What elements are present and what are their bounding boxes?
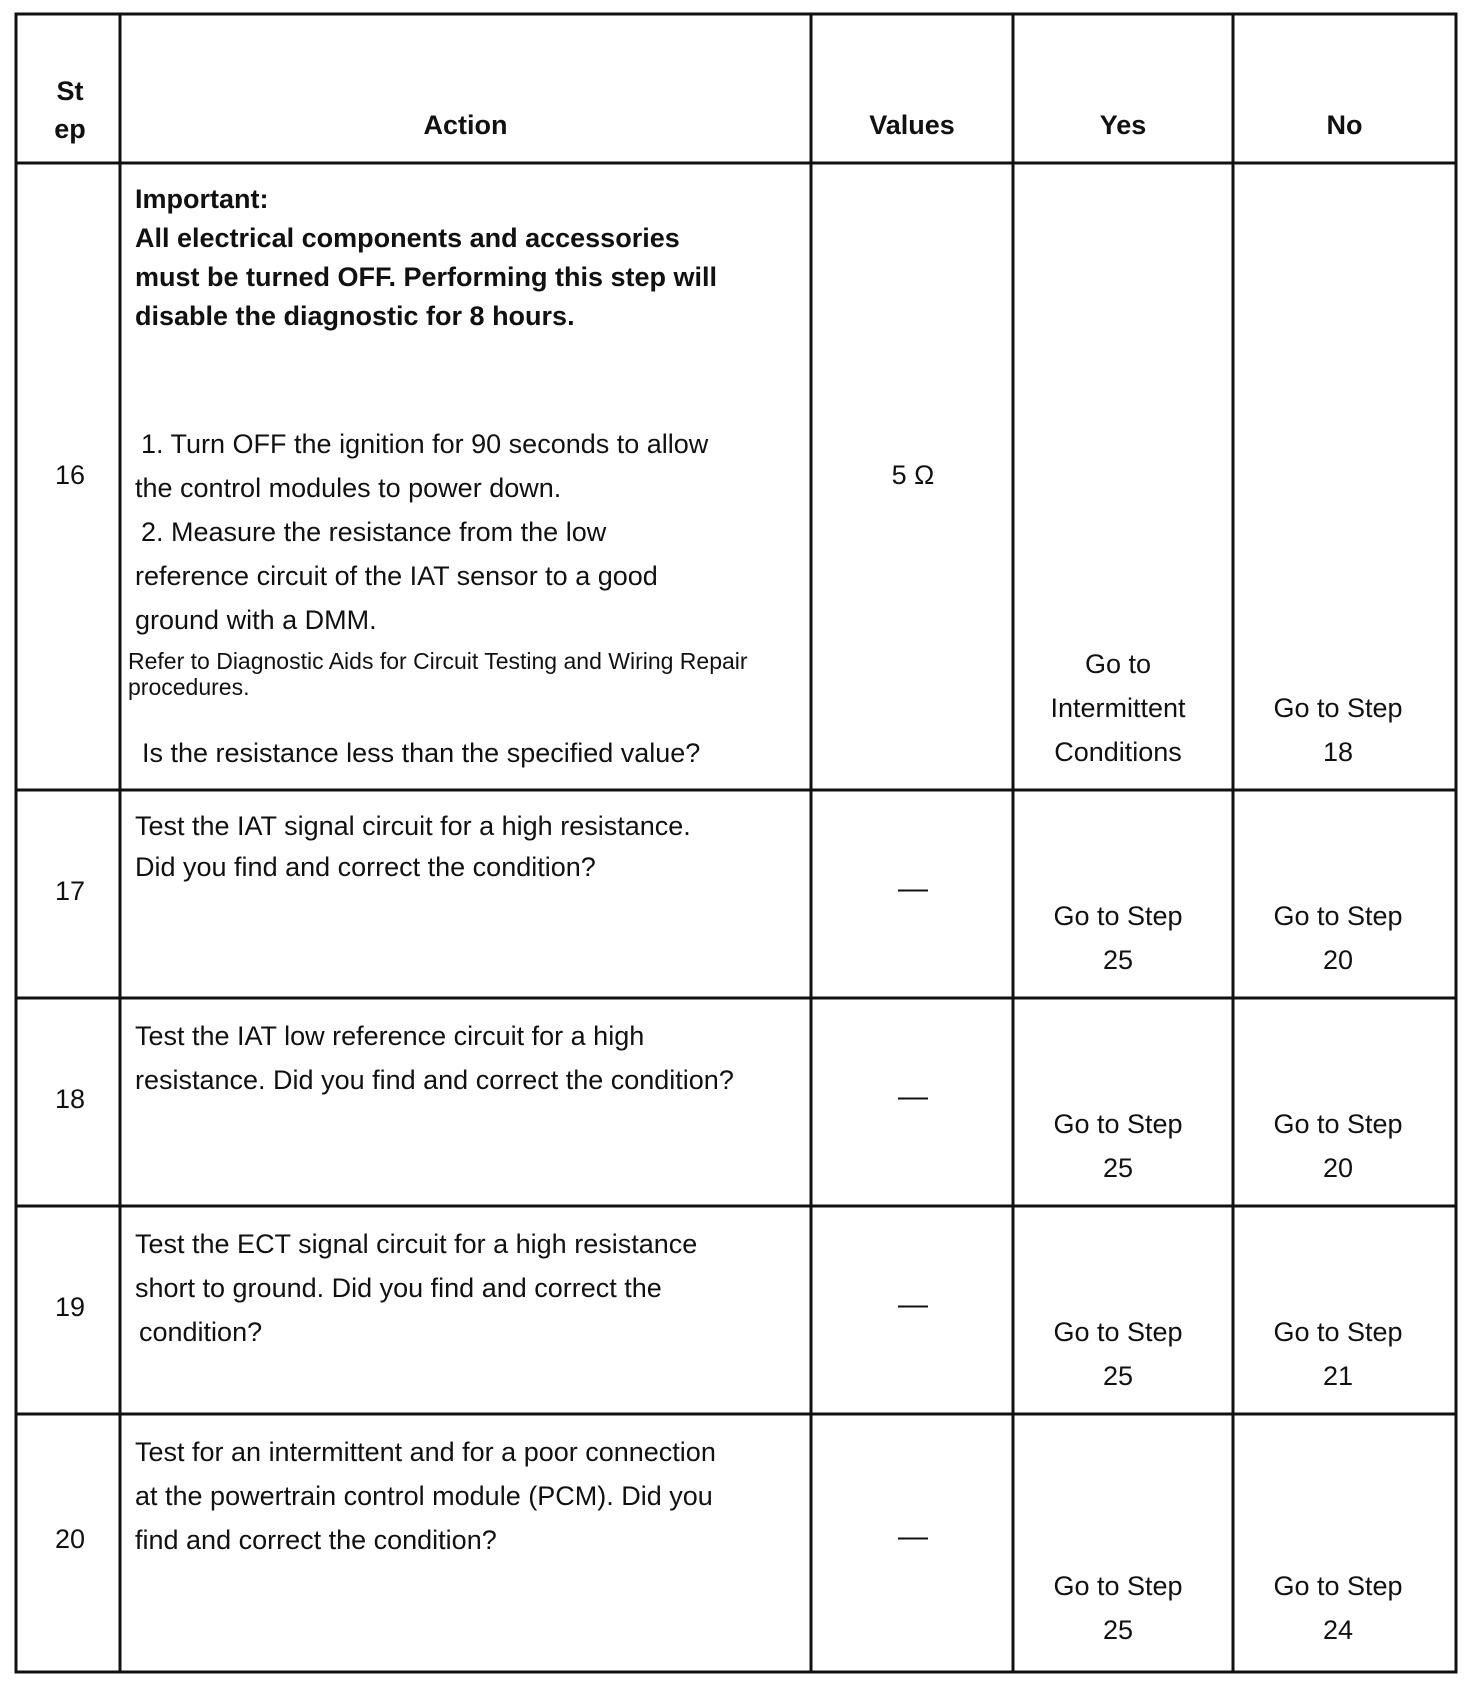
action-16-line-5: ground with a DMM.: [135, 605, 377, 635]
important-line-2: must be turned OFF. Performing this step will: [135, 262, 718, 292]
yes-17-line-1: Go to Step: [1053, 901, 1183, 931]
yes-18: [1018, 1102, 1218, 1190]
no-16-line-1: Go to Step: [1273, 693, 1403, 723]
action-16-steps: [135, 422, 805, 642]
value-19: —: [898, 1288, 928, 1321]
action-16-line-2: the control modules to power down.: [135, 473, 562, 503]
yes-18-line-2: 25: [1102, 1153, 1134, 1183]
action-18-line-2: resistance. Did you find and correct the condition?: [135, 1065, 734, 1095]
no-17: [1238, 894, 1438, 982]
no-19-line-2: 21: [1322, 1361, 1354, 1391]
no-18-line-2: 20: [1322, 1153, 1354, 1183]
no-16: [1238, 686, 1438, 774]
yes-16-line-3: Conditions: [1054, 737, 1182, 767]
action-16-line-4: reference circuit of the IAT sensor to a good: [135, 561, 658, 591]
action-20-line-3: find and correct the condition?: [135, 1525, 497, 1555]
action-20-line-1: Test for an intermittent and for a poor connection: [135, 1437, 716, 1467]
no-20-line-1: Go to Step: [1273, 1571, 1403, 1601]
action-17-line-2: Did you find and correct the condition?: [135, 852, 596, 882]
value-20: —: [898, 1520, 928, 1553]
yes-19-line-2: 25: [1102, 1361, 1134, 1391]
no-17-line-2: 20: [1322, 945, 1354, 975]
important-block: [135, 180, 805, 336]
value-16: 5 Ω: [891, 460, 935, 490]
header-values: Values: [869, 110, 955, 140]
yes-20-line-1: Go to Step: [1053, 1571, 1183, 1601]
value-18: —: [898, 1080, 928, 1113]
header-step-line1: St: [56, 76, 84, 106]
header-no: No: [1326, 110, 1363, 140]
no-18-line-1: Go to Step: [1273, 1109, 1403, 1139]
no-16-line-2: 18: [1322, 737, 1354, 767]
action-16-question: Is the resistance less than the specified value?: [142, 738, 701, 768]
header-step-line2: ep: [54, 114, 86, 144]
action-16-line-1: 1. Turn OFF the ignition for 90 seconds to allow: [141, 429, 709, 459]
action-19-line-3: condition?: [139, 1317, 263, 1347]
important-line-3: disable the diagnostic for 8 hours.: [135, 301, 575, 331]
action-18: [135, 1014, 805, 1102]
yes-16-line-2: Intermittent: [1050, 693, 1186, 723]
yes-16-line-1: Go to: [1084, 649, 1152, 679]
yes-20: [1018, 1564, 1218, 1652]
step-19: 19: [54, 1292, 86, 1322]
yes-20-line-2: 25: [1102, 1615, 1134, 1645]
step-18: 18: [54, 1084, 86, 1114]
value-17: —: [898, 872, 928, 905]
yes-18-line-1: Go to Step: [1053, 1109, 1183, 1139]
important-line-1: All electrical components and accessories: [135, 223, 680, 253]
action-20-line-2: at the powertrain control module (PCM). Did you: [135, 1481, 713, 1511]
no-20: [1238, 1564, 1438, 1652]
yes-19-line-1: Go to Step: [1053, 1317, 1183, 1347]
no-20-line-2: 24: [1322, 1615, 1354, 1645]
no-17-line-1: Go to Step: [1273, 901, 1403, 931]
action-16-note: Refer to Diagnostic Aids for Circuit Testing and Wiring Repair procedures.: [128, 648, 748, 700]
action-19-line-1: Test the ECT signal circuit for a high resistance: [135, 1229, 698, 1259]
step-16: 16: [54, 460, 86, 490]
no-19-line-1: Go to Step: [1273, 1317, 1403, 1347]
yes-16: [1018, 642, 1218, 774]
no-18: [1238, 1102, 1438, 1190]
action-19-line-2: short to ground. Did you find and correct the: [135, 1273, 662, 1303]
action-16-line-3: 2. Measure the resistance from the low: [141, 517, 607, 547]
action-18-line-1: Test the IAT low reference circuit for a high: [135, 1021, 645, 1051]
header-action: Action: [423, 110, 508, 140]
no-19: [1238, 1310, 1438, 1398]
action-17-line-1: Test the IAT signal circuit for a high resistance.: [135, 811, 691, 841]
important-label: Important:: [135, 184, 269, 214]
action-20: [135, 1430, 805, 1562]
yes-17-line-2: 25: [1102, 945, 1134, 975]
action-17: [135, 806, 805, 888]
yes-17: [1018, 894, 1218, 982]
action-19: [135, 1222, 805, 1354]
step-20: 20: [54, 1524, 86, 1554]
yes-19: [1018, 1310, 1218, 1398]
step-17: 17: [54, 876, 86, 906]
header-yes: Yes: [1099, 110, 1147, 140]
header-step: [20, 72, 120, 148]
